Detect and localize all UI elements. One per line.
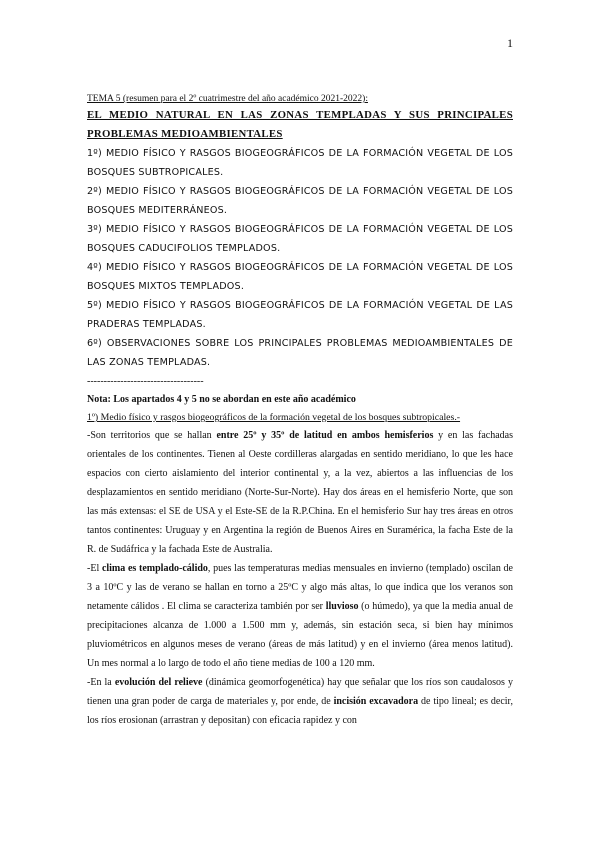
separator: -----------------------------------	[87, 376, 204, 387]
text-run: -Son territorios que se hallan	[87, 430, 217, 441]
bold-run: evolución del relieve	[114, 677, 203, 688]
section-heading: 1º) Medio físico y rasgos biogeográficos de la formación vegetal de los bosques subtropicales.-	[87, 412, 461, 423]
bold-run: clima es templado-cálido	[101, 563, 208, 574]
list-item: 3º) MEDIO FÍSICO Y RASGOS BIOGEOGRÁFICOS DE LA FORMACIÓN VEGETAL DE LOS BOSQUES CADUCIFOLIOS TEMPLADOS.	[87, 224, 513, 254]
paragraph-climate	[87, 559, 513, 673]
text-run: (dinámica geomorfogenética) hay que señalar que los ríos son caudalosos y tienen una gran poder de carga de materiales y, por ende, de	[87, 677, 514, 707]
text-run: -El	[87, 563, 102, 574]
text-run: y en las fachadas orientales de los continentes. Tienen al Oeste cordilleras alargadas en sentido meridiano, lo que les hace espacios con cierto aislamiento del interior continental y, a la vez, abiertos a las influencias de los desplazamientos en sentido meridiano (Norte-Sur-Norte). Hay dos áreas en el hemisferio Norte, que son las más extensas: el SE de USA y el Este-SE de la R.P.China. En el hemisferio Sur hay tres áreas en otros tantos continentes: Uruguay y en Argentina la región de Buenos Aires en Suramérica, la facha Este de la R. de Sudáfrica y la fachada Este de Australia.	[87, 430, 513, 555]
bold-run: lluvioso	[325, 601, 359, 612]
text-run: -En la	[87, 677, 115, 688]
list-item: 4º) MEDIO FÍSICO Y RASGOS BIOGEOGRÁFICOS DE LA FORMACIÓN VEGETAL DE LOS BOSQUES MIXTOS TEMPLADOS.	[87, 262, 513, 292]
bold-run: incisión excavadora	[333, 696, 419, 707]
page-number: 1	[507, 36, 513, 50]
text-run: (o húmedo), ya que la media anual de precipitaciones alcanza de 1.000 a 1.500 mm y, además, sin estación seca, si bien hay mínimos pluviométricos en algunos meses de verano (áreas de más latitud) y en el invierno (área menos latitud). Un mes normal a lo largo de todo el año tiene medias de 100 a 120 mm.	[87, 601, 513, 669]
text-run: , pues las temperaturas medias mensuales en invierno (templado) oscilan de 3 a 10ºC y las de verano se hallan en torno a 25ºC y algo más altas, lo que indica que los veranos son netamente cálidos . El clima se caracteriza también por ser	[87, 563, 513, 612]
document-body	[87, 92, 513, 730]
main-title: EL MEDIO NATURAL EN LAS ZONAS TEMPLADAS Y SUS PRINCIPALES PROBLEMAS MEDIOAMBIENTALES	[87, 109, 513, 140]
list-item: 5º) MEDIO FÍSICO Y RASGOS BIOGEOGRÁFICOS DE LA FORMACIÓN VEGETAL DE LAS PRADERAS TEMPLADAS.	[87, 300, 513, 330]
note: Nota: Los apartados 4 y 5 no se abordan en este año académico	[87, 394, 356, 405]
list-item: 1º) MEDIO FÍSICO Y RASGOS BIOGEOGRÁFICOS DE LA FORMACIÓN VEGETAL DE LOS BOSQUES SUBTROPICALES.	[87, 148, 513, 178]
paragraph-relief	[87, 673, 513, 730]
list-item: 2º) MEDIO FÍSICO Y RASGOS BIOGEOGRÁFICOS DE LA FORMACIÓN VEGETAL DE LOS BOSQUES MEDITERRÁNEOS.	[87, 186, 513, 216]
header-line: TEMA 5 (resumen para el 2º cuatrimestre del año académico 2021-2022):	[87, 94, 368, 104]
list-item: 6º) OBSERVACIONES SOBRE LOS PRINCIPALES PROBLEMAS MEDIOAMBIENTALES DE LAS ZONAS TEMPLADAS.	[87, 338, 513, 368]
text-run: de tipo lineal; es decir, los ríos erosionan (arrastran y depositan) con eficacia rapidez y con	[87, 696, 513, 726]
bold-run: entre 25º y 35º de latitud en ambos hemisferios	[216, 430, 434, 441]
paragraph-location	[87, 426, 513, 559]
topic-list	[87, 144, 513, 372]
